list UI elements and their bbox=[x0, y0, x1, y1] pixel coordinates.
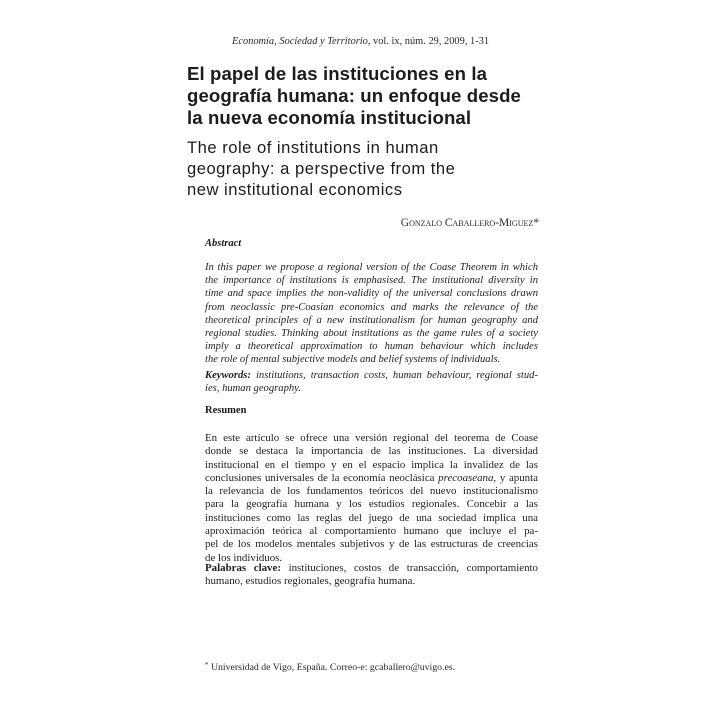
resumen-text bbox=[205, 432, 538, 565]
journal-issue-details: , vol. ix, núm. 29, 2009, 1-31 bbox=[367, 36, 490, 47]
resumen-line: pel de los modelos mentales subjetivos y de las estructuras de creencias bbox=[205, 538, 538, 551]
abstract-line: theoretical principles of a new institutionalism for human geography and bbox=[205, 314, 538, 326]
title-en-line: geography: a perspective from the bbox=[187, 159, 456, 178]
abstract-line: In this paper we propose a regional version of the Coase Theorem in which bbox=[205, 262, 538, 273]
resumen-line: la relevancia de los fundamentos teóricos del nuevo institucionalismo bbox=[205, 485, 538, 498]
resumen-line: En este artículo se ofrece una versión regional del teorema de Coase bbox=[205, 432, 538, 444]
author-footnote-marker: * bbox=[533, 217, 539, 229]
title-es-line: geografía humana: un enfoque desde bbox=[187, 85, 521, 106]
title-en-line: The role of institutions in human bbox=[187, 138, 439, 157]
keywords-text: institutions, transaction costs, human behaviour, regional stud- bbox=[250, 370, 538, 381]
abstract-line: time and space implies the non-validity of the universal conclusions drawn bbox=[205, 288, 538, 300]
abstract-line: from neoclassic pre-Coasian economics and marks the relevance of the bbox=[205, 301, 538, 313]
title-english bbox=[187, 137, 547, 200]
resumen-line bbox=[205, 472, 538, 485]
resumen-line: instituciones como las reglas del juego de una sociedad implica una bbox=[205, 511, 538, 524]
abstract-line: the importance of institutions is emphasised. The institutional diversity in bbox=[205, 275, 538, 287]
abstract-line: the role of mental subjective models and belief systems of individuals. bbox=[205, 354, 501, 366]
resumen-line-text: conclusiones universales de la economía neoclásica bbox=[205, 471, 439, 484]
title-en-line: new institutional economics bbox=[187, 180, 403, 199]
author-affiliation-footnote bbox=[205, 661, 455, 673]
footnote-marker: * bbox=[205, 661, 209, 669]
abstract-heading: Abstract bbox=[205, 238, 242, 249]
palabras-line bbox=[205, 562, 538, 575]
resumen-line: institucional en el tiempo y en el espacio implica la invalidez de las bbox=[205, 458, 538, 471]
running-head bbox=[232, 36, 489, 47]
resumen-line: donde se destaca la importancia de las instituciones. La diversidad bbox=[205, 445, 538, 458]
palabras-text: instituciones, costos de transacción, comportamiento bbox=[280, 562, 538, 574]
palabras-label: Palabras clave: bbox=[205, 562, 281, 574]
title-es-line: El papel de las instituciones en la bbox=[187, 63, 488, 84]
resumen-line: de los individuos. bbox=[205, 551, 283, 564]
abstract-line: imply a theoretical approximation to human behaviour which includes bbox=[205, 341, 538, 353]
abstract-text bbox=[205, 261, 538, 367]
keywords-line bbox=[205, 369, 538, 382]
author-name: Gonzalo Caballero-Miguez bbox=[400, 217, 534, 229]
keywords-line: ies, human geography. bbox=[205, 383, 301, 395]
keywords-label: Keywords: bbox=[205, 370, 251, 381]
title-spanish bbox=[187, 63, 547, 129]
palabras-clave bbox=[205, 562, 538, 589]
resumen-line: aproximación teórica al comportamiento humano que incluye el pa- bbox=[205, 525, 538, 538]
title-es-line: la nueva economía institucional bbox=[187, 107, 472, 128]
resumen-italic-term: precoaseana bbox=[438, 471, 494, 484]
abstract-line: regional studies. Thinking about institutions as the game rules of a society bbox=[205, 328, 538, 340]
journal-name: Economía, Sociedad y Territorio bbox=[232, 36, 368, 47]
resumen-heading: Resumen bbox=[205, 405, 247, 416]
keywords bbox=[205, 369, 538, 395]
resumen-line-tail: , y apunta bbox=[493, 471, 538, 484]
resumen-line: para la geografía humana y los estudios regionales. Concebir a las bbox=[205, 498, 538, 511]
palabras-line: humano, estudios regionales, geografía humana. bbox=[205, 575, 416, 588]
footnote-text: Universidad de Vigo, España. Correo-e: gcaballero@uvigo.es. bbox=[208, 662, 456, 673]
author-byline bbox=[401, 217, 539, 229]
